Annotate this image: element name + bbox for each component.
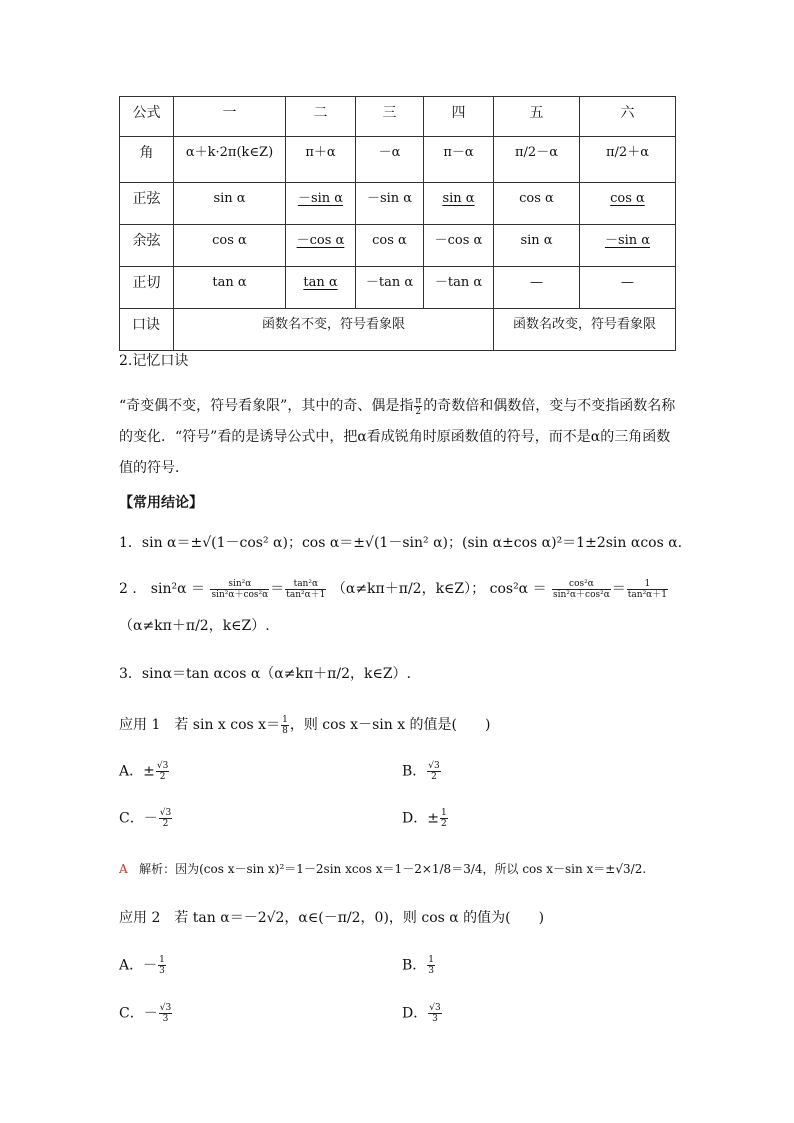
fraction bbox=[427, 955, 435, 976]
q1-option-c[interactable] bbox=[119, 808, 173, 829]
q2-option-a[interactable] bbox=[119, 955, 167, 976]
formula-text: （α≠kπ＋π/2，k∈Z）； bbox=[331, 581, 486, 597]
answer-letter: A bbox=[119, 862, 128, 876]
header-cell: 六 bbox=[580, 97, 676, 137]
header-cell: 四 bbox=[424, 97, 494, 137]
table-cell: 函数名改变，符号看象限 bbox=[494, 309, 676, 351]
fraction-denominator: 3 bbox=[428, 966, 435, 976]
conclusion-2-line2: （α≠kπ＋π/2，k∈Z）. bbox=[119, 618, 270, 634]
fraction-numerator: √3 bbox=[159, 808, 172, 818]
fraction bbox=[427, 761, 440, 782]
fraction-numerator: 1 bbox=[440, 808, 447, 818]
fraction: $\frac{1}{\text{tan²α＋1}}$ bbox=[627, 578, 667, 600]
header-cell: 公式 bbox=[120, 97, 174, 137]
q1-option-b[interactable] bbox=[402, 761, 442, 782]
formula-text: cos²α ＝ bbox=[489, 581, 547, 597]
table-cell: sin α bbox=[174, 183, 286, 225]
row-label: 余弦 bbox=[120, 225, 174, 267]
fraction-numerator: 1 bbox=[159, 955, 165, 965]
table-cell: －sin α bbox=[356, 183, 424, 225]
conclusion-1: 1．sin α＝±√(1－cos² α)；cos α＝±√(1－sin² α)；(sin α±cos α)²＝1±2sin αcos α. bbox=[119, 535, 683, 551]
table-row bbox=[120, 183, 676, 225]
table-cell: tan α bbox=[286, 267, 356, 309]
formula-text: 2 ． sin²α ＝ bbox=[119, 581, 206, 597]
row-label: 正切 bbox=[120, 267, 174, 309]
table-cell: π/2－α bbox=[494, 137, 580, 183]
fraction-denominator: 3 bbox=[159, 966, 165, 976]
fraction-denominator: 2 bbox=[162, 819, 169, 829]
fraction-denominator: 8 bbox=[282, 725, 288, 736]
q1-option-d[interactable] bbox=[402, 808, 449, 829]
table-cell: cos α bbox=[580, 183, 676, 225]
table-cell: －tan α bbox=[356, 267, 424, 309]
fraction-numerator: √3 bbox=[159, 1003, 172, 1013]
conclusion-3: 3．sinα＝tan αcos α（α≠kπ＋π/2，k∈Z）. bbox=[119, 666, 412, 682]
table-cell: cos α bbox=[356, 225, 424, 267]
option-label: B． bbox=[402, 763, 427, 780]
option-label: A．± bbox=[119, 763, 155, 780]
table-cell: π/2＋α bbox=[580, 137, 676, 183]
table-cell: －sin α bbox=[580, 225, 676, 267]
option-label: A．－ bbox=[119, 957, 158, 974]
table-cell: cos α bbox=[494, 183, 580, 225]
table-row bbox=[120, 137, 676, 183]
q1-option-a[interactable] bbox=[119, 761, 170, 782]
row-label: 口诀 bbox=[120, 309, 174, 351]
table-cell: π－α bbox=[424, 137, 494, 183]
fraction: $\frac{\text{cos²α}}{\text{sin²α＋cos²α}}$ bbox=[553, 578, 610, 600]
table-row bbox=[120, 97, 676, 137]
fraction-denominator: 2 bbox=[159, 772, 166, 782]
table-row bbox=[120, 309, 676, 351]
table-cell: α＋k·2π(k∈Z) bbox=[174, 137, 286, 183]
fraction bbox=[159, 808, 172, 829]
induction-formula-table bbox=[119, 96, 676, 351]
fraction-numerator: √3 bbox=[156, 761, 169, 771]
table-cell: sin α bbox=[494, 225, 580, 267]
table-cell: －α bbox=[356, 137, 424, 183]
fraction-numerator: √3 bbox=[428, 761, 440, 771]
table-cell: －sin α bbox=[286, 183, 356, 225]
conclusion-2-line1: 2 ． sin²α ＝ $\frac{\text{sin²α}}{\text{sin²α＋cos²α}}$ ＝ $\frac{\text{tan²α}}{\text{tan²α＋1}}$ （α≠kπ＋π/2，k∈Z）； cos²α ＝ $\frac{\text{cos²α}}{\text{sin²α＋cos²α}}$ ＝ $\frac{1}{\text{tan²α＋1}}$ bbox=[119, 578, 667, 600]
q1-solution bbox=[119, 858, 646, 880]
mnemonic-paragraph bbox=[119, 391, 679, 484]
table-cell: π＋α bbox=[286, 137, 356, 183]
fraction-numerator: π bbox=[415, 395, 422, 406]
option-label: D．± bbox=[402, 810, 439, 827]
row-label: 角 bbox=[120, 137, 174, 183]
fraction bbox=[414, 396, 422, 417]
header-cell: 三 bbox=[356, 97, 424, 137]
fraction bbox=[158, 955, 166, 976]
header-cell: 二 bbox=[286, 97, 356, 137]
section-title: 2.记忆口诀 bbox=[119, 353, 189, 369]
table-cell: －tan α bbox=[424, 267, 494, 309]
table-cell: — bbox=[494, 267, 580, 309]
fraction: $\frac{\text{tan²α}}{\text{tan²α＋1}}$ bbox=[286, 578, 326, 600]
stem-text: 应用 1 若 sin x cos x＝ bbox=[119, 717, 281, 733]
fraction-denominator: 3 bbox=[162, 1014, 169, 1024]
table-cell: －cos α bbox=[286, 225, 356, 267]
fraction-numerator: √3 bbox=[429, 1003, 441, 1013]
fraction bbox=[281, 715, 289, 736]
paragraph-text: 的奇数倍和偶数倍，变与不变指函数名称的变化．“符号”看的是诱导公式中，把α看成锐角时原函数值的符号，而不是α的三角函数值的符号． bbox=[119, 398, 676, 476]
q2-option-d[interactable] bbox=[402, 1003, 443, 1024]
table-row bbox=[120, 267, 676, 309]
fraction-numerator: 1 bbox=[428, 955, 435, 965]
option-label: C．－ bbox=[119, 1005, 158, 1022]
table-cell: 函数名不变，符号看象限 bbox=[174, 309, 494, 351]
fraction bbox=[159, 1003, 172, 1024]
table-cell: cos α bbox=[174, 225, 286, 267]
question-2-stem: 应用 2 若 tan α＝－2√2，α∈(－π/2，0)，则 cos α 的值为( ) bbox=[119, 910, 545, 926]
header-cell: 五 bbox=[494, 97, 580, 137]
table-row bbox=[120, 225, 676, 267]
table-cell: — bbox=[580, 267, 676, 309]
table-cell: tan α bbox=[174, 267, 286, 309]
q2-option-c[interactable] bbox=[119, 1003, 173, 1024]
paragraph-text: “奇变偶不变，符号看象限”，其中的奇、偶是指 bbox=[119, 398, 414, 414]
question-1-stem bbox=[119, 714, 490, 736]
fraction-denominator: 2 bbox=[440, 819, 447, 829]
fraction bbox=[428, 1003, 441, 1024]
fraction bbox=[440, 808, 448, 829]
option-label: D． bbox=[402, 1005, 428, 1022]
stem-text: ，则 cos x－sin x 的值是( ) bbox=[289, 717, 491, 733]
q2-option-b[interactable] bbox=[402, 955, 436, 976]
option-label: C．－ bbox=[119, 810, 158, 827]
header-cell: 一 bbox=[174, 97, 286, 137]
table-cell: －cos α bbox=[424, 225, 494, 267]
fraction-denominator: 2 bbox=[431, 772, 437, 782]
option-label: B． bbox=[402, 957, 427, 974]
fraction-denominator: 3 bbox=[432, 1014, 438, 1024]
solution-text: 解析：因为(cos x－sin x)²＝1－2sin xcos x＝1－2×1/8＝3/4，所以 cos x－sin x＝±√3/2. bbox=[139, 862, 647, 876]
section-title: 【常用结论】 bbox=[119, 495, 203, 511]
fraction: $\frac{\text{sin²α}}{\text{sin²α＋cos²α}}$ bbox=[211, 578, 269, 600]
row-label: 正弦 bbox=[120, 183, 174, 225]
table-cell: sin α bbox=[424, 183, 494, 225]
fraction bbox=[156, 761, 169, 782]
fraction-denominator: 2 bbox=[415, 406, 422, 417]
fraction-numerator: 1 bbox=[282, 714, 288, 725]
